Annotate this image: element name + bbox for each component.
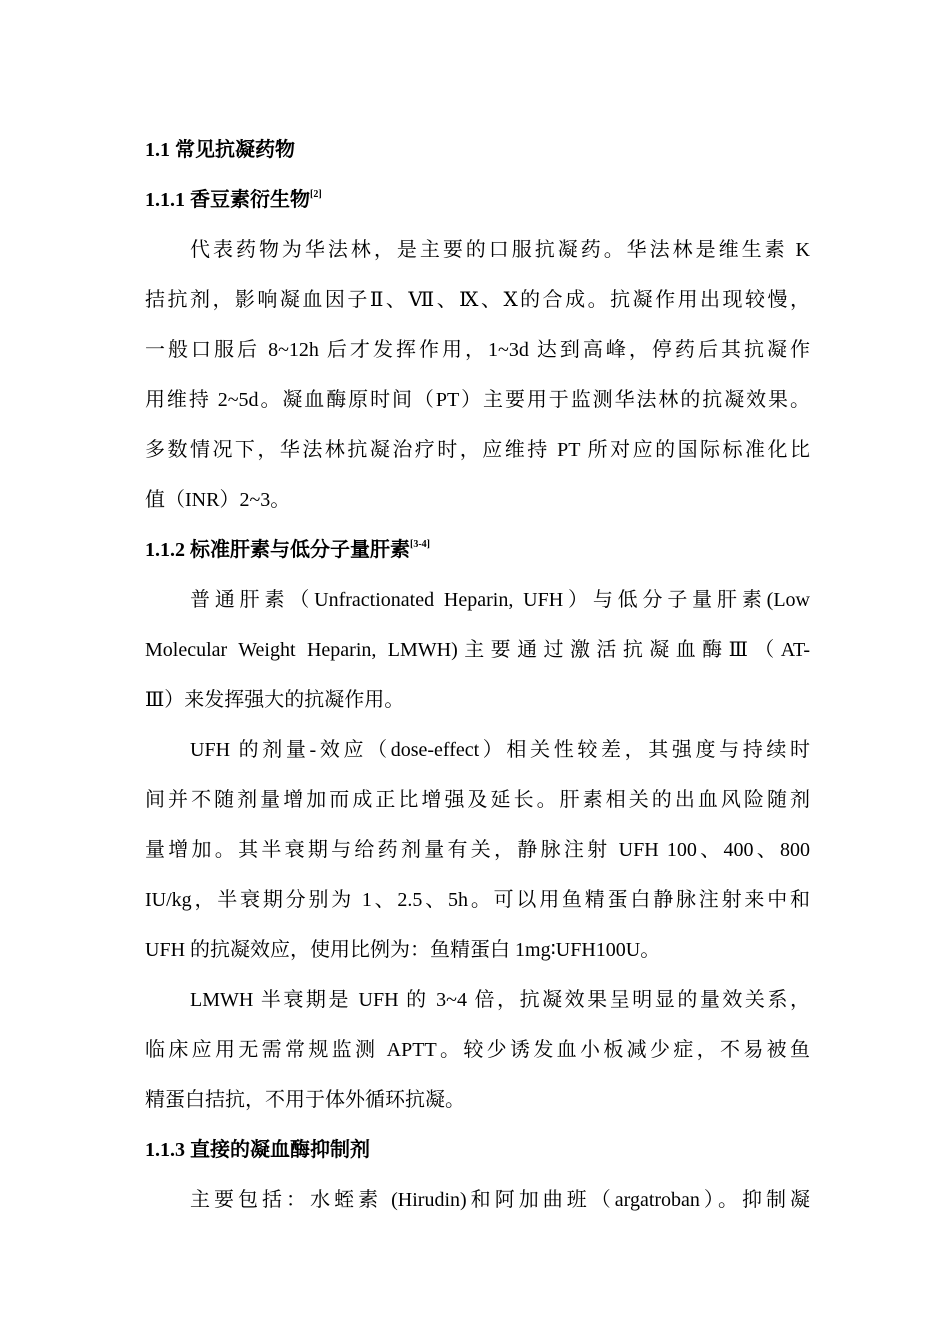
paragraph-ufh [145,725,810,975]
text-line: 值（INR）2~3。 [145,489,291,511]
text-line: 间并不随剂量增加而成正比增强及延长。肝素相关的出血风险随剂 [145,789,810,811]
text-line: 用维持 2~5d。凝血酶原时间（PT）主要用于监测华法林的抗凝效果。 [145,389,810,411]
text-line: 量增加。其半衰期与给药剂量有关，静脉注射 UFH 100、400、800 [145,839,810,861]
section-heading: 1.1 常见抗凝药物 [145,139,295,161]
text-line: UFH 的抗凝效应，使用比例为：鱼精蛋白 1mg∶UFH100U。 [145,939,661,961]
paragraph-warfarin [145,225,810,525]
paragraph-lmwh [145,975,810,1125]
text-line: IU/kg，半衰期分别为 1、2.5、5h。可以用鱼精蛋白静脉注射来中和 [145,889,810,911]
text-line: 主要包括：水蛭素 (Hirudin)和阿加曲班（argatroban）。抑制凝 [190,1189,810,1211]
text-line: 临床应用无需常规监测 APTT。较少诱发血小板减少症，不易被鱼 [145,1039,810,1061]
text-line: 多数情况下，华法林抗凝治疗时，应维持 PT 所对应的国际标准化比 [145,439,810,461]
text-line: 拮抗剂，影响凝血因子Ⅱ、Ⅶ、Ⅸ、Ⅹ的合成。抗凝作用出现较慢， [145,289,810,311]
paragraph-thrombin-inhibitors [145,1175,810,1225]
paragraph-heparin-intro [145,575,810,725]
text-line: UFH 的剂量-效应（dose-effect）相关性较差，其强度与持续时 [190,739,810,761]
text-line: LMWH 半衰期是 UFH 的 3~4 倍，抗凝效果呈明显的量效关系， [190,989,810,1011]
citation-ref: [2] [310,189,322,200]
text-line: 代表药物为华法林，是主要的口服抗凝药。华法林是维生素 K [190,239,810,261]
text-line: 一般口服后 8~12h 后才发挥作用，1~3d 达到高峰，停药后其抗凝作 [145,339,810,361]
text-line: Ⅲ）来发挥强大的抗凝作用。 [145,689,405,711]
subsection-heading-thrombin-inhibitors: 1.1.3 直接的凝血酶抑制剂 [145,1139,370,1161]
document-body [145,125,810,1225]
text-line: 普通肝素（Unfractionated Heparin, UFH）与低分子量肝素(Low [190,589,810,611]
citation-ref: [3-4] [410,539,430,550]
subsection-heading-heparin: 1.1.2 标准肝素与低分子量肝素[3-4] [145,539,430,561]
text-line: 精蛋白拮抗，不用于体外循环抗凝。 [145,1089,465,1111]
text-line: Molecular Weight Heparin, LMWH)主要通过激活抗凝血酶Ⅲ（AT- [145,639,810,661]
subsection-heading-coumarin: 1.1.1 香豆素衍生物[2] [145,189,322,211]
